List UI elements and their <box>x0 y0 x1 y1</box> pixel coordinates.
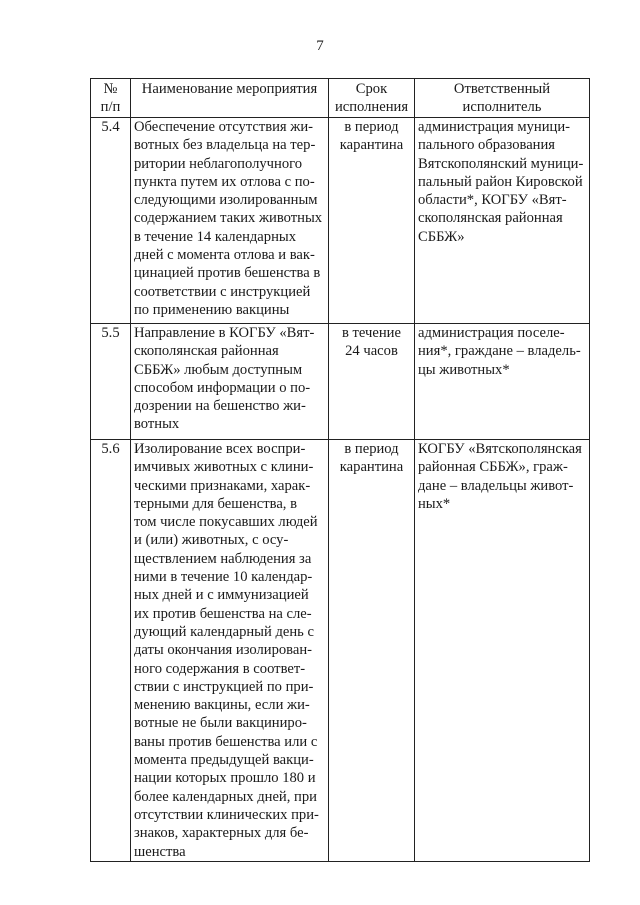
execution-term: в течение 24 часов <box>329 324 415 440</box>
responsible-party: администрация муници- пального образования Вятскополянский муници- пальный район Кировской области*, КОГБУ «Вят- скополянская районная СББЖ» <box>415 118 590 324</box>
table-row <box>91 324 590 440</box>
measure-name: Обеспечение отсутствия жи- вотных без владельца на тер- ритории неблагополучного пункта путем их отлова с по- следующими изолированным содержанием таких животных в течение 14 календарных дней с момента отлова и вак- цинацией против бешенства в соответствии с инструкцией по применению вакцины <box>131 118 329 324</box>
responsible-party: администрация поселе- ния*, граждане – владель- цы животных* <box>415 324 590 440</box>
header-term: Срок исполнения <box>329 79 415 118</box>
measure-name: Направление в КОГБУ «Вят- скополянская районная СББЖ» любым доступным способом информации о по- дозрении на бешенство жи- вотных <box>131 324 329 440</box>
measures-table <box>90 78 590 862</box>
header-name: Наименование мероприятия <box>131 79 329 118</box>
row-number: 5.4 <box>91 118 131 324</box>
execution-term: в период карантина <box>329 118 415 324</box>
header-responsible: Ответственный исполнитель <box>415 79 590 118</box>
execution-term: в период карантина <box>329 440 415 862</box>
table-row <box>91 118 590 324</box>
header-num: № п/п <box>91 79 131 118</box>
table-row <box>91 440 590 862</box>
responsible-party: КОГБУ «Вятскополянская районная СББЖ», граж- дане – владельцы живот- ных* <box>415 440 590 862</box>
row-number: 5.6 <box>91 440 131 862</box>
row-number: 5.5 <box>91 324 131 440</box>
page-number: 7 <box>316 38 324 54</box>
measure-name: Изолирование всех воспри- имчивых животных с клини- ческими признаками, харак- терными для бешенства, в том числе покусавших людей и (или) животных, с осу- ществлением наблюдения за ними в течение 10 календар- ных дней и с иммунизацией их против бешенства на сле- дующий календарный день с даты окончания изолирован- ного содержания в соответ- ствии с инструкцией по при- менению вакцины, если жи- вотные не были вакциниро- ваны против бешенства или с момента предыдущей вакци- нации которых прошло 180 и более календарных дней, при отсутствии клинических при- знаков, характерных для бе- шенства <box>131 440 329 862</box>
table-header-row <box>91 79 590 118</box>
